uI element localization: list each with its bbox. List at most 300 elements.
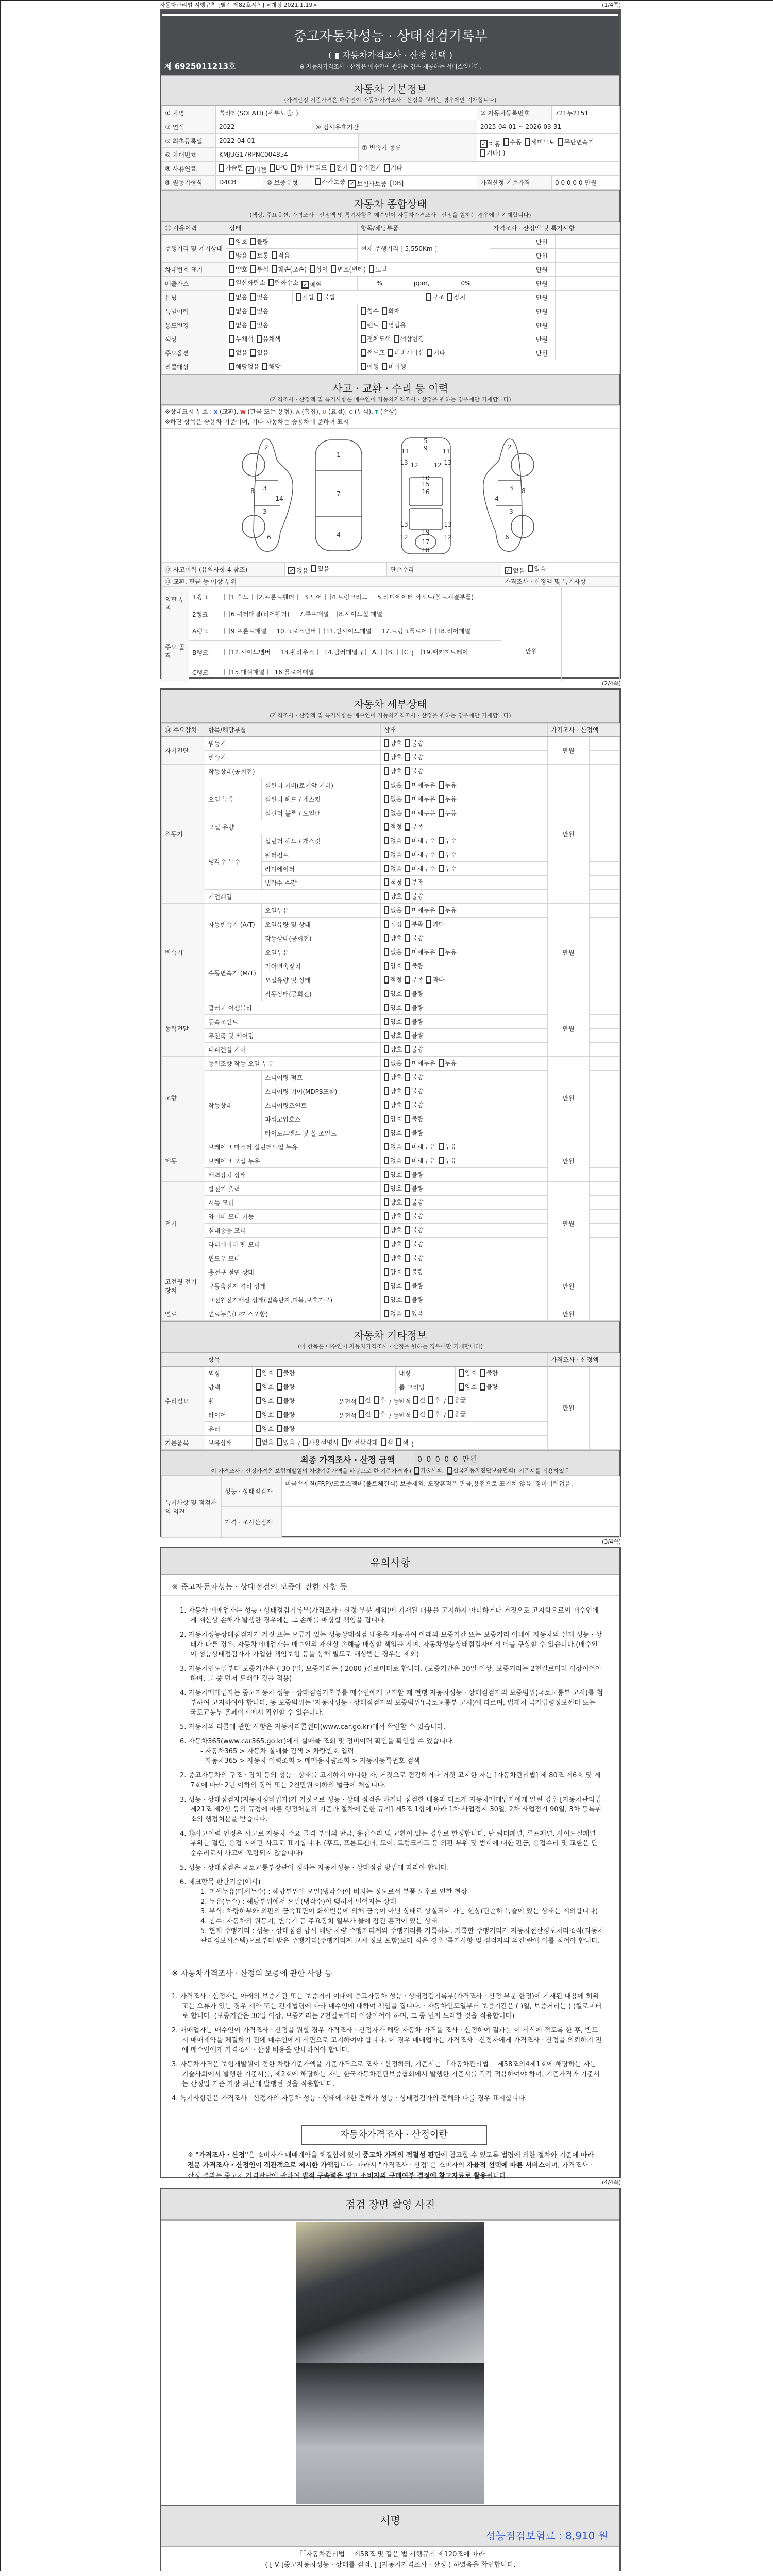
- checkbox-option[interactable]: [384, 1087, 402, 1095]
- checkbox-option[interactable]: [268, 278, 298, 287]
- checkbox[interactable]: [384, 865, 389, 872]
- checkbox[interactable]: [384, 1184, 389, 1192]
- checkbox[interactable]: [256, 1438, 261, 1446]
- checkbox[interactable]: [250, 349, 256, 357]
- checkbox[interactable]: [384, 1059, 389, 1067]
- checkbox-option[interactable]: [384, 1240, 402, 1248]
- checkbox[interactable]: [303, 1438, 308, 1446]
- checkbox-option[interactable]: [405, 947, 435, 956]
- checkbox[interactable]: [330, 164, 335, 172]
- checkbox-option[interactable]: [317, 293, 335, 301]
- checkbox[interactable]: [405, 781, 410, 789]
- checkbox-option[interactable]: [365, 649, 378, 656]
- checkbox[interactable]: [384, 1073, 389, 1081]
- checkbox-option[interactable]: [359, 1396, 371, 1404]
- checkbox[interactable]: [375, 628, 380, 634]
- checkbox[interactable]: [317, 293, 322, 301]
- checkbox-option[interactable]: [384, 836, 402, 845]
- checkbox-option[interactable]: [405, 1142, 435, 1151]
- checkbox[interactable]: [229, 265, 234, 273]
- checkbox[interactable]: [430, 628, 436, 634]
- checkbox-option[interactable]: [384, 163, 402, 172]
- checkbox-option[interactable]: [439, 1059, 457, 1067]
- checkbox-option[interactable]: [426, 920, 444, 928]
- checkbox[interactable]: [384, 990, 389, 997]
- checkbox[interactable]: [351, 164, 356, 172]
- checkbox[interactable]: [252, 594, 258, 600]
- checkbox-option[interactable]: [480, 148, 505, 157]
- checkbox[interactable]: [256, 1397, 261, 1404]
- checkbox-option[interactable]: [277, 1382, 295, 1391]
- checkbox-option[interactable]: [277, 1396, 295, 1405]
- checkbox[interactable]: [405, 976, 410, 984]
- checkbox[interactable]: [480, 1369, 485, 1377]
- checkbox-option[interactable]: [384, 1031, 402, 1040]
- checkbox[interactable]: [405, 948, 410, 956]
- checkbox-option[interactable]: [229, 307, 247, 315]
- checkbox[interactable]: [381, 649, 387, 655]
- checkbox-option[interactable]: [413, 1396, 426, 1404]
- checkbox[interactable]: [277, 1397, 282, 1404]
- checkbox-option[interactable]: [293, 609, 329, 618]
- checkbox-option[interactable]: [405, 1226, 423, 1234]
- checkbox-option[interactable]: [325, 592, 367, 601]
- checkbox[interactable]: [229, 307, 234, 315]
- checkbox-option[interactable]: [503, 138, 522, 146]
- checkbox[interactable]: [224, 669, 230, 675]
- checkbox[interactable]: [267, 669, 273, 675]
- checkbox-option[interactable]: [250, 348, 268, 357]
- checkbox-option[interactable]: [384, 1114, 402, 1123]
- checkbox[interactable]: [224, 611, 230, 617]
- checkbox-option[interactable]: [558, 138, 594, 146]
- checkbox-option[interactable]: [525, 138, 554, 146]
- checkbox-option[interactable]: [413, 1410, 426, 1418]
- checkbox-option[interactable]: [405, 1017, 423, 1026]
- checkbox[interactable]: [405, 1115, 410, 1123]
- checkbox-option[interactable]: [229, 334, 254, 343]
- checkbox[interactable]: [405, 1101, 410, 1109]
- checkbox[interactable]: [384, 767, 389, 775]
- checkbox[interactable]: [250, 321, 256, 329]
- checkbox-option[interactable]: [428, 1396, 441, 1404]
- checkbox-option[interactable]: [348, 179, 386, 188]
- checkbox[interactable]: [525, 138, 530, 146]
- checkbox-option[interactable]: [405, 892, 423, 901]
- checkbox[interactable]: [413, 1396, 418, 1404]
- checkbox[interactable]: [374, 1410, 379, 1418]
- checkbox[interactable]: [405, 1240, 410, 1248]
- checkbox-option[interactable]: [317, 648, 358, 656]
- checkbox-option[interactable]: [405, 920, 423, 928]
- checkbox-option[interactable]: [384, 947, 402, 956]
- checked-checkbox[interactable]: ✓: [288, 567, 295, 574]
- checkbox-option[interactable]: [374, 1396, 386, 1404]
- checkbox-option[interactable]: [224, 626, 266, 635]
- checkbox[interactable]: [439, 809, 444, 817]
- checkbox-option[interactable]: [384, 822, 402, 831]
- checkbox[interactable]: [256, 1411, 261, 1418]
- checkbox-option[interactable]: [426, 293, 444, 301]
- checkbox[interactable]: [405, 1143, 410, 1150]
- checkbox[interactable]: [384, 1101, 389, 1109]
- checkbox-option[interactable]: [374, 1410, 386, 1418]
- checkbox[interactable]: [342, 1438, 347, 1446]
- checkbox[interactable]: [250, 293, 256, 301]
- checkbox-option[interactable]: [381, 649, 394, 656]
- checkbox-option[interactable]: [439, 1142, 457, 1151]
- checkbox[interactable]: [405, 1282, 410, 1290]
- checkbox[interactable]: [384, 962, 389, 970]
- checkbox[interactable]: [384, 164, 390, 172]
- checkbox[interactable]: [256, 1383, 261, 1391]
- checkbox-option[interactable]: [277, 1410, 295, 1419]
- checkbox-option[interactable]: [405, 794, 435, 803]
- checkbox-option[interactable]: [396, 1438, 409, 1447]
- checkbox[interactable]: [277, 1369, 282, 1377]
- checkbox-option[interactable]: [371, 592, 474, 601]
- checkbox[interactable]: [405, 1157, 410, 1164]
- checkbox[interactable]: [384, 1031, 389, 1039]
- checkbox[interactable]: [448, 1410, 453, 1418]
- checkbox-option[interactable]: [405, 1003, 423, 1012]
- checkbox-option[interactable]: [405, 1156, 435, 1165]
- checkbox[interactable]: [361, 321, 366, 329]
- checkbox-option[interactable]: [384, 1059, 402, 1067]
- checkbox[interactable]: [256, 1425, 261, 1432]
- checkbox[interactable]: [250, 251, 256, 259]
- checkbox[interactable]: [382, 321, 387, 329]
- checkbox[interactable]: [384, 1157, 389, 1164]
- checkbox[interactable]: [405, 1310, 410, 1317]
- checkbox[interactable]: [384, 892, 389, 900]
- checkbox-option[interactable]: [405, 822, 423, 831]
- checkbox-option[interactable]: [384, 1128, 402, 1137]
- checkbox-option[interactable]: [384, 1198, 402, 1207]
- checkbox[interactable]: [381, 1438, 386, 1446]
- checkbox[interactable]: [405, 1045, 410, 1053]
- checkbox-option[interactable]: [405, 989, 423, 998]
- checkbox-option[interactable]: [229, 278, 265, 287]
- checkbox[interactable]: [384, 1282, 389, 1290]
- checkbox[interactable]: [277, 1438, 282, 1446]
- checkbox-option[interactable]: [405, 1184, 423, 1193]
- checkbox[interactable]: [503, 138, 509, 146]
- checkbox-option[interactable]: [414, 1466, 444, 1475]
- checkbox[interactable]: [297, 594, 303, 600]
- checkbox[interactable]: [361, 363, 366, 370]
- checkbox-option[interactable]: [447, 293, 465, 301]
- checkbox[interactable]: [224, 594, 230, 600]
- checkbox[interactable]: [229, 349, 234, 357]
- checkbox[interactable]: [219, 164, 224, 172]
- checkbox[interactable]: [405, 1254, 410, 1262]
- checkbox[interactable]: [229, 335, 234, 343]
- checkbox-option[interactable]: [250, 307, 268, 315]
- checkbox-option[interactable]: [315, 177, 345, 186]
- checkbox-option[interactable]: [229, 293, 247, 301]
- checkbox-option[interactable]: [405, 850, 435, 859]
- checkbox[interactable]: [331, 265, 336, 273]
- checkbox[interactable]: [256, 1369, 261, 1377]
- checkbox-option[interactable]: [270, 164, 288, 172]
- checkbox-option[interactable]: [361, 320, 379, 329]
- checkbox[interactable]: [405, 990, 410, 997]
- checkbox[interactable]: [250, 265, 256, 273]
- checkbox[interactable]: [361, 307, 366, 315]
- checkbox-option[interactable]: [448, 1410, 466, 1418]
- checkbox-option[interactable]: [384, 1073, 402, 1081]
- checkbox[interactable]: [359, 1410, 364, 1418]
- checkbox[interactable]: [257, 335, 262, 343]
- checkbox-option[interactable]: [332, 609, 382, 618]
- checkbox-option[interactable]: [384, 1045, 402, 1054]
- checkbox[interactable]: [405, 795, 410, 803]
- checkbox[interactable]: [384, 809, 389, 817]
- checkbox-option[interactable]: [427, 348, 445, 357]
- checkbox[interactable]: [459, 1369, 464, 1377]
- checkbox[interactable]: [396, 1438, 401, 1446]
- checkbox-option[interactable]: [246, 165, 266, 174]
- checkbox-option[interactable]: [405, 1031, 423, 1040]
- checkbox[interactable]: [413, 1410, 418, 1418]
- checkbox[interactable]: [384, 948, 389, 956]
- checkbox-option[interactable]: [361, 307, 379, 315]
- checkbox[interactable]: [224, 628, 230, 634]
- checkbox-option[interactable]: [250, 265, 268, 274]
- checkbox-option[interactable]: [439, 1156, 457, 1165]
- checkbox-option[interactable]: [369, 265, 387, 274]
- checkbox[interactable]: [388, 349, 393, 357]
- checkbox[interactable]: [405, 753, 410, 761]
- checkbox[interactable]: [405, 809, 410, 817]
- checkbox[interactable]: [439, 795, 444, 803]
- checked-checkbox[interactable]: ✓: [505, 567, 512, 574]
- checkbox[interactable]: [439, 865, 444, 872]
- checkbox[interactable]: [439, 948, 444, 956]
- checkbox[interactable]: [270, 628, 275, 634]
- checkbox[interactable]: [405, 823, 410, 831]
- checkbox[interactable]: [374, 1396, 379, 1404]
- checkbox-option[interactable]: [256, 1382, 274, 1391]
- checkbox[interactable]: [384, 1171, 389, 1178]
- checkbox-option[interactable]: [459, 1368, 477, 1377]
- checkbox-option[interactable]: [384, 1156, 402, 1165]
- checkbox-option[interactable]: [480, 1368, 498, 1377]
- checkbox-option[interactable]: [459, 1382, 477, 1391]
- checkbox-option[interactable]: [505, 566, 525, 575]
- checkbox[interactable]: [277, 1425, 282, 1432]
- checkbox[interactable]: [405, 767, 410, 775]
- checkbox[interactable]: [315, 178, 321, 185]
- checkbox-option[interactable]: [405, 753, 423, 761]
- checkbox-option[interactable]: [405, 1281, 423, 1290]
- checkbox[interactable]: [317, 649, 323, 655]
- checkbox[interactable]: [405, 1226, 410, 1234]
- checkbox[interactable]: [361, 335, 366, 343]
- checkbox-option[interactable]: [361, 348, 385, 357]
- checkbox[interactable]: [268, 279, 274, 286]
- checkbox-option[interactable]: [277, 1438, 295, 1447]
- checkbox-option[interactable]: [229, 320, 247, 329]
- checkbox[interactable]: [405, 1296, 410, 1303]
- checkbox-option[interactable]: [405, 1240, 423, 1248]
- checkbox[interactable]: [359, 1396, 364, 1404]
- checkbox-option[interactable]: [384, 1267, 402, 1276]
- checkbox-option[interactable]: [224, 668, 264, 676]
- checkbox-option[interactable]: [224, 609, 290, 618]
- checkbox-option[interactable]: [405, 961, 423, 970]
- checkbox-option[interactable]: [405, 1045, 423, 1054]
- checkbox-option[interactable]: [384, 1226, 402, 1234]
- checkbox-option[interactable]: [384, 1253, 402, 1262]
- checkbox-option[interactable]: [291, 163, 327, 172]
- checkbox[interactable]: [405, 1087, 410, 1095]
- checkbox[interactable]: [405, 1212, 410, 1220]
- checkbox-option[interactable]: [272, 251, 290, 260]
- checkbox-option[interactable]: [430, 626, 470, 635]
- checkbox-option[interactable]: [384, 850, 402, 859]
- checkbox[interactable]: [439, 1059, 444, 1067]
- checkbox[interactable]: [229, 363, 234, 370]
- checkbox-option[interactable]: [384, 906, 402, 914]
- checkbox-option[interactable]: [384, 739, 402, 748]
- checkbox[interactable]: [459, 1383, 464, 1391]
- checkbox[interactable]: [384, 1087, 389, 1095]
- checkbox-option[interactable]: [375, 626, 427, 635]
- checkbox[interactable]: [405, 920, 410, 928]
- checkbox[interactable]: [229, 251, 234, 259]
- checkbox-option[interactable]: [528, 564, 546, 573]
- checkbox[interactable]: [439, 837, 444, 844]
- checkbox[interactable]: [384, 1018, 389, 1025]
- checkbox-option[interactable]: [250, 251, 268, 260]
- checkbox[interactable]: [439, 781, 444, 789]
- checkbox-option[interactable]: [384, 1100, 402, 1109]
- checkbox-option[interactable]: [405, 767, 423, 775]
- checkbox-option[interactable]: [439, 794, 457, 803]
- checkbox[interactable]: [369, 265, 374, 273]
- checkbox-option[interactable]: [250, 237, 268, 246]
- checkbox-option[interactable]: [384, 1003, 402, 1012]
- checkbox[interactable]: [229, 279, 234, 286]
- checkbox[interactable]: [384, 795, 389, 803]
- checkbox-option[interactable]: [277, 1368, 295, 1377]
- checkbox[interactable]: [382, 307, 387, 315]
- checked-checkbox[interactable]: ✓: [301, 281, 309, 289]
- checkbox[interactable]: [384, 1115, 389, 1123]
- checkbox-option[interactable]: [256, 1396, 274, 1405]
- checkbox[interactable]: [405, 837, 410, 844]
- checkbox[interactable]: [405, 1129, 410, 1137]
- checkbox[interactable]: [272, 251, 277, 259]
- checkbox[interactable]: [405, 906, 410, 914]
- checkbox-option[interactable]: [229, 265, 247, 274]
- checkbox-option[interactable]: [359, 1410, 371, 1418]
- checkbox[interactable]: [365, 649, 371, 655]
- checkbox[interactable]: [384, 1310, 389, 1317]
- checkbox-option[interactable]: [277, 1424, 295, 1433]
- checkbox-option[interactable]: [381, 1438, 393, 1447]
- checkbox-option[interactable]: [361, 362, 379, 371]
- checkbox[interactable]: [311, 565, 316, 572]
- checkbox-option[interactable]: [342, 1438, 378, 1447]
- checkbox-option[interactable]: [331, 265, 366, 274]
- checkbox[interactable]: [384, 1296, 389, 1303]
- checkbox[interactable]: [414, 1467, 419, 1475]
- checkbox-option[interactable]: [384, 794, 402, 803]
- checkbox[interactable]: [384, 934, 389, 942]
- checkbox[interactable]: [416, 649, 422, 655]
- checkbox-option[interactable]: [229, 251, 247, 260]
- checkbox[interactable]: [384, 1212, 389, 1220]
- checkbox-option[interactable]: [330, 163, 348, 172]
- checkbox-option[interactable]: [405, 864, 435, 873]
- checkbox[interactable]: [293, 611, 298, 617]
- checkbox[interactable]: [439, 906, 444, 914]
- checkbox[interactable]: [296, 293, 301, 301]
- checkbox-option[interactable]: [288, 566, 308, 575]
- checkbox-option[interactable]: [405, 739, 423, 748]
- checkbox-option[interactable]: [384, 920, 402, 928]
- checkbox-option[interactable]: [384, 878, 402, 887]
- checkbox-option[interactable]: [439, 864, 457, 873]
- checkbox[interactable]: [439, 1157, 444, 1164]
- checkbox-option[interactable]: [416, 648, 468, 656]
- checkbox-option[interactable]: [250, 320, 268, 329]
- checkbox-option[interactable]: [384, 1142, 402, 1151]
- checkbox-option[interactable]: [480, 1382, 498, 1391]
- checkbox[interactable]: [405, 851, 410, 858]
- checkbox[interactable]: [384, 1004, 389, 1011]
- checkbox-option[interactable]: [301, 280, 322, 289]
- checkbox-option[interactable]: [388, 348, 424, 357]
- checkbox-option[interactable]: [384, 1309, 402, 1318]
- checkbox-option[interactable]: [256, 1368, 274, 1377]
- checkbox-option[interactable]: [405, 781, 435, 789]
- checkbox[interactable]: [272, 265, 277, 273]
- checkbox-option[interactable]: [405, 808, 435, 817]
- checkbox-option[interactable]: [405, 1059, 435, 1067]
- checked-checkbox[interactable]: ✓: [480, 140, 488, 148]
- checkbox-option[interactable]: [405, 975, 423, 984]
- checkbox-option[interactable]: [382, 320, 406, 329]
- checkbox-option[interactable]: [351, 163, 381, 172]
- checkbox[interactable]: [270, 164, 275, 172]
- checkbox-option[interactable]: [384, 1184, 402, 1193]
- checkbox[interactable]: [394, 335, 399, 343]
- checked-checkbox[interactable]: ✓: [246, 166, 254, 174]
- checkbox-option[interactable]: [272, 265, 307, 274]
- checkbox-option[interactable]: [219, 163, 243, 172]
- checkbox-option[interactable]: [405, 1267, 423, 1276]
- checkbox[interactable]: [384, 1268, 389, 1276]
- checkbox-option[interactable]: [311, 564, 329, 573]
- checkbox[interactable]: [405, 1171, 410, 1178]
- checkbox-option[interactable]: [384, 1295, 402, 1304]
- checkbox[interactable]: [384, 1226, 389, 1234]
- checkbox-option[interactable]: [405, 1212, 423, 1221]
- checkbox[interactable]: [262, 363, 267, 370]
- checkbox-option[interactable]: [439, 836, 457, 845]
- checkbox-option[interactable]: [310, 265, 328, 274]
- checkbox-option[interactable]: [384, 753, 402, 761]
- checkbox-option[interactable]: [394, 334, 424, 343]
- checkbox[interactable]: [325, 594, 331, 600]
- checkbox-option[interactable]: [439, 781, 457, 789]
- checkbox[interactable]: [384, 1143, 389, 1150]
- checkbox[interactable]: [274, 649, 279, 655]
